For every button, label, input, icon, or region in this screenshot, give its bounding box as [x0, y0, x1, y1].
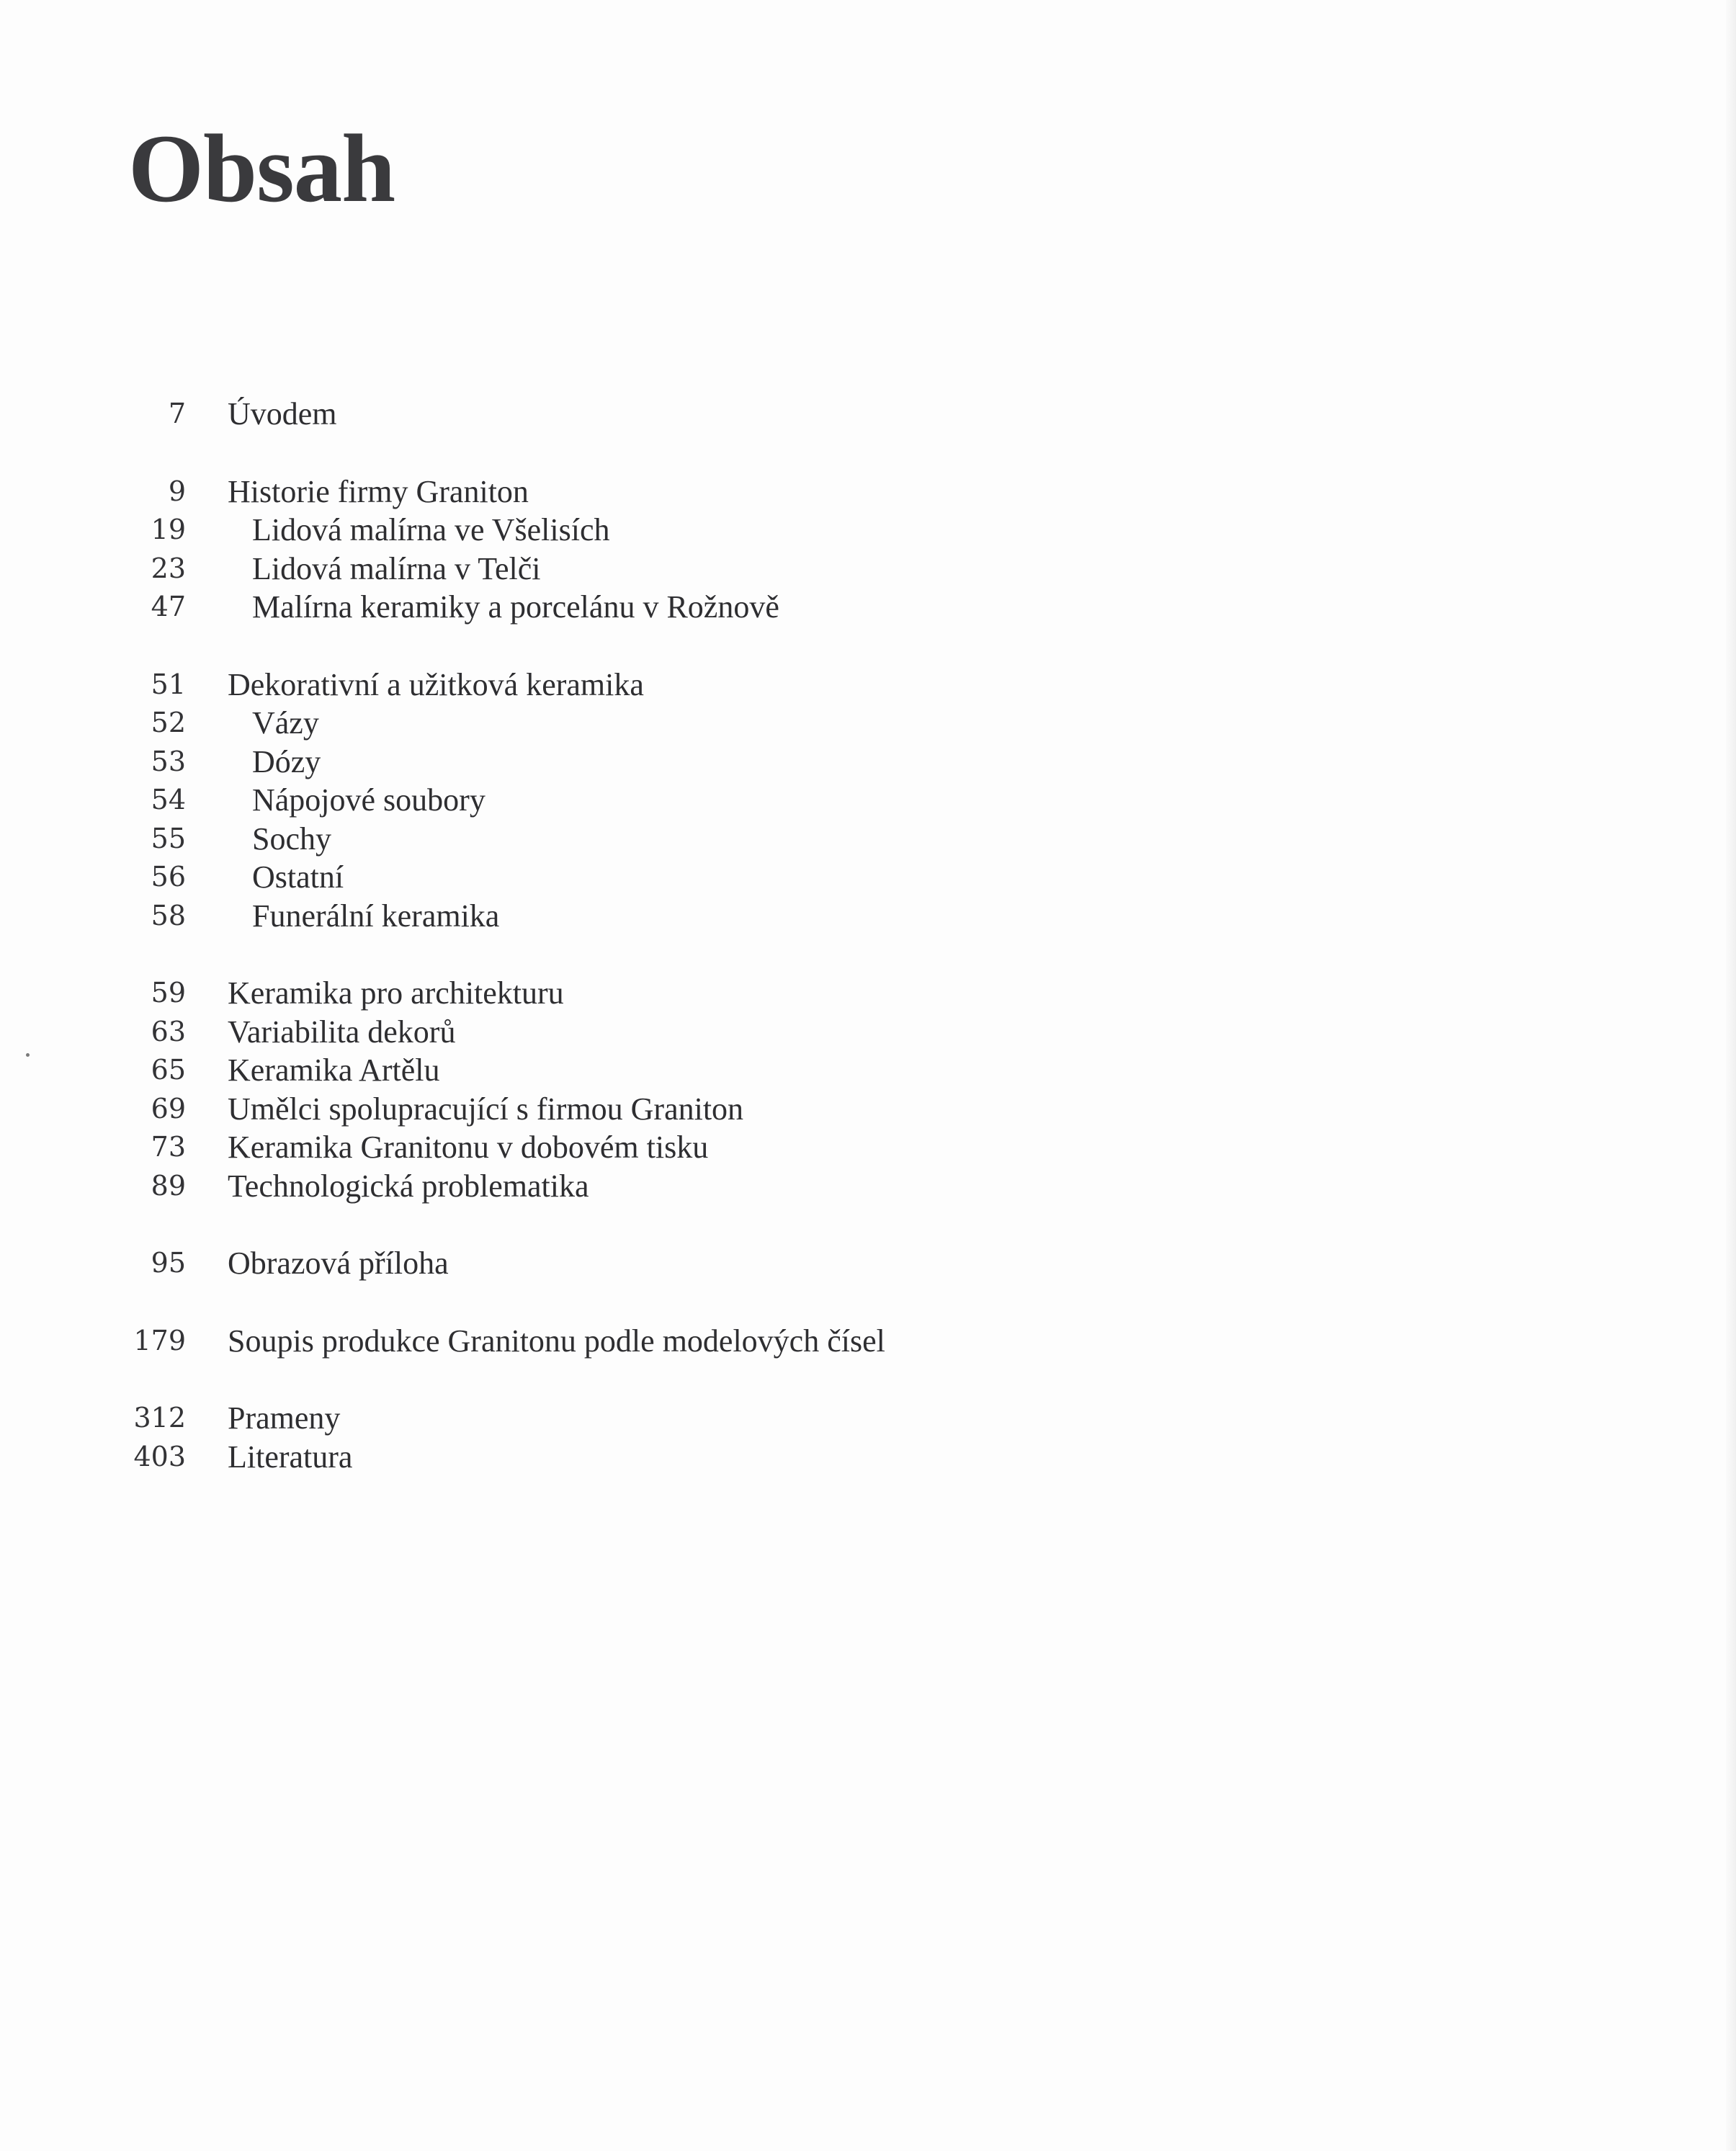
- toc-subentry: [0, 588, 1008, 627]
- toc-page-number: 95: [151, 1247, 186, 1279]
- toc-entry-title: Keramika Granitonu v dobovém tisku: [228, 1130, 709, 1165]
- toc-entry-title: Obrazová příloha: [228, 1246, 449, 1281]
- toc-entry: [0, 1399, 1008, 1438]
- toc-entry-title: Keramika Artělu: [228, 1052, 440, 1088]
- toc-entry: [0, 1322, 1008, 1361]
- toc-page-number: 23: [151, 552, 186, 584]
- toc-group: [0, 395, 1008, 434]
- toc-entry-title: Keramika pro architekturu: [228, 975, 564, 1011]
- paper-speck: [26, 1053, 30, 1057]
- toc-entry: [0, 1167, 1008, 1206]
- toc-entry-title: Soupis produkce Granitonu podle modelových čísel: [228, 1323, 885, 1359]
- toc-entry: [0, 974, 1008, 1013]
- toc-group: [0, 1399, 1008, 1476]
- toc-entry-title: Umělci spolupracující s firmou Graniton: [228, 1091, 744, 1127]
- toc-entry-title: Funerální keramika: [252, 898, 500, 934]
- toc-page-number: 59: [151, 977, 186, 1009]
- toc-page-number: 69: [151, 1092, 186, 1124]
- toc-entry-title: Úvodem: [228, 396, 337, 431]
- toc-entry-title: Literatura: [228, 1439, 353, 1475]
- page-title: Obsah: [128, 115, 395, 223]
- toc-subentry: [0, 704, 1008, 743]
- toc-subentry: [0, 511, 1008, 550]
- toc-page-number: 89: [151, 1169, 186, 1202]
- toc-page-number: 403: [133, 1440, 186, 1472]
- toc-page-number: 9: [168, 475, 186, 507]
- toc-entry-title: Dózy: [252, 743, 321, 779]
- toc-page-number: 47: [151, 591, 186, 622]
- toc-entry: [0, 1438, 1008, 1477]
- toc-subentry: [0, 820, 1008, 859]
- toc-entry: [0, 395, 1008, 434]
- toc-page-number: 52: [151, 707, 186, 738]
- page-edge: [1726, 0, 1736, 2151]
- toc-page-number: 53: [151, 745, 186, 777]
- toc-group: [0, 974, 1008, 1205]
- toc-subentry: [0, 858, 1008, 897]
- toc-entry-title: Vázy: [252, 705, 319, 741]
- toc-page-number: 312: [133, 1402, 186, 1434]
- toc-entry: [0, 1051, 1008, 1090]
- toc-group: [0, 473, 1008, 627]
- toc-group: [0, 666, 1008, 936]
- toc-entry: [0, 1244, 1008, 1283]
- toc-page-number: 179: [133, 1324, 186, 1356]
- toc-entry-title: Variabilita dekorů: [228, 1014, 456, 1050]
- toc-subentry: [0, 550, 1008, 589]
- toc-page-number: 51: [151, 668, 186, 700]
- toc-entry: [0, 1013, 1008, 1052]
- toc-group: [0, 1244, 1008, 1283]
- toc-subentry: [0, 897, 1008, 936]
- toc-page-number: 54: [151, 784, 186, 815]
- toc-page-number: 65: [151, 1054, 186, 1086]
- toc-page-number: 58: [151, 899, 186, 931]
- toc-entry: [0, 473, 1008, 511]
- toc-entry: [0, 1128, 1008, 1167]
- toc-entry-title: Prameny: [228, 1400, 341, 1436]
- toc-entry-title: Malírna keramiky a porcelánu v Rožnově: [252, 589, 779, 625]
- toc-subentry: [0, 781, 1008, 820]
- toc-entry-title: Ostatní: [252, 859, 344, 895]
- toc-entry-title: Nápojové soubory: [252, 782, 486, 818]
- toc-entry: [0, 1090, 1008, 1129]
- toc-entry-title: Sochy: [252, 820, 331, 857]
- table-of-contents: [0, 395, 1008, 1515]
- toc-page-number: 63: [151, 1015, 186, 1047]
- toc-entry-title: Lidová malírna ve Všelisích: [252, 512, 610, 547]
- toc-subentry: [0, 743, 1008, 782]
- toc-page-number: 56: [151, 861, 186, 893]
- toc-entry-title: Lidová malírna v Telči: [252, 550, 541, 586]
- toc-entry: [0, 666, 1008, 705]
- toc-page-number: 19: [151, 514, 186, 545]
- toc-entry-title: Technologická problematika: [228, 1168, 589, 1204]
- toc-entry-title: Historie firmy Graniton: [228, 473, 529, 509]
- toc-page-number: 73: [151, 1131, 186, 1163]
- toc-entry-title: Dekorativní a užitková keramika: [228, 666, 644, 702]
- toc-group: [0, 1322, 1008, 1361]
- toc-page-number: 55: [151, 822, 186, 854]
- toc-page-number: 7: [168, 398, 186, 429]
